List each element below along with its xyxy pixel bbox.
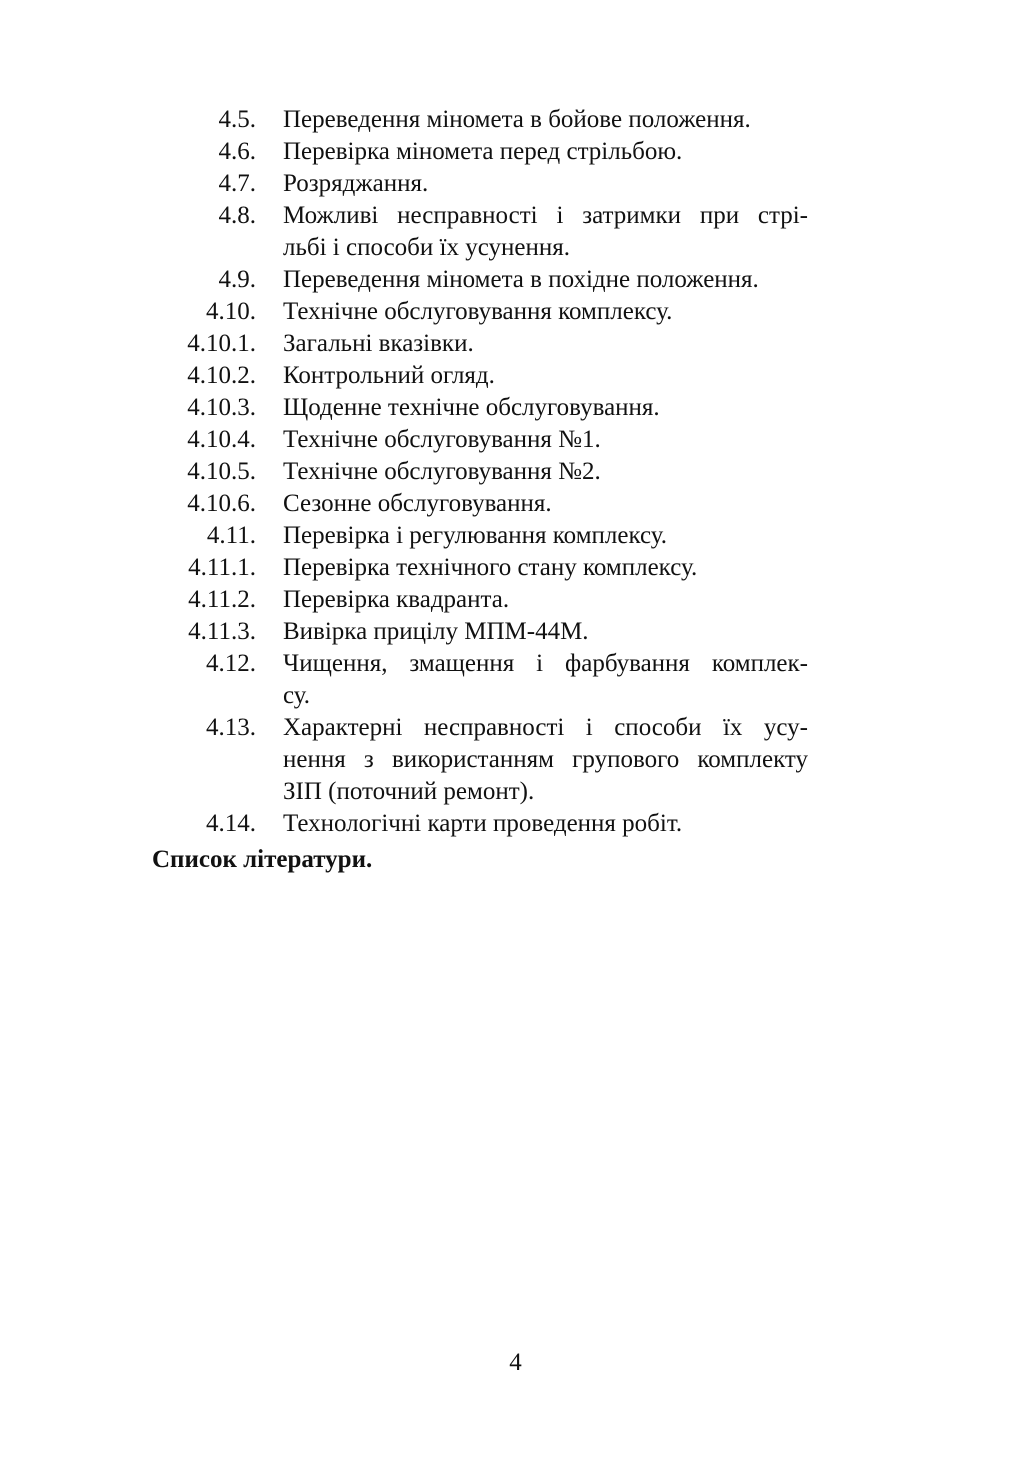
toc-entry-title-line: Контрольний огляд.: [283, 362, 495, 389]
toc-entry: [0, 168, 1031, 200]
toc-entry-title: [283, 584, 808, 616]
toc-entry-number: 4.6.: [218, 138, 256, 165]
toc-entry-title: [283, 328, 808, 360]
toc-entry: [0, 488, 1031, 520]
toc-entry-number: 4.11.2.: [188, 586, 256, 613]
toc-entry: [0, 456, 1031, 488]
toc-entry-number: 4.10.: [206, 298, 256, 325]
toc-entry: [0, 648, 1031, 712]
toc-entry-title-line: Технічне обслуговування №1.: [283, 426, 601, 453]
toc-entry-title-line: Перевірка технічного стану комплексу.: [283, 554, 698, 581]
toc-entry-title: [283, 168, 808, 200]
toc-entry-title-line: су.: [283, 682, 311, 709]
toc-entry-title-line: Можливі несправності і затримки при стрі-: [283, 202, 808, 229]
toc-entry-title-line: Чищення, змащення і фарбування комплек-: [283, 650, 808, 677]
toc-entry-number: 4.10.1.: [187, 330, 256, 357]
toc-entry-title-line: Загальні вказівки.: [283, 330, 474, 357]
toc-entry-title-line: Технічне обслуговування №2.: [283, 458, 601, 485]
toc-entry-title: [283, 616, 808, 648]
toc-entry-title-line: нення з використанням групового комплекту: [283, 746, 808, 773]
toc-entry-title: [283, 392, 808, 424]
toc-entry-title-line: Переведення міномета в бойове положення.: [283, 106, 751, 133]
bibliography-heading: Список літератури.: [152, 846, 373, 873]
toc-entry-title-line: Розряджання.: [283, 170, 429, 197]
page-number: 4: [509, 1349, 522, 1376]
toc-entry: [0, 296, 1031, 328]
toc-entry: [0, 616, 1031, 648]
toc-entry: [0, 136, 1031, 168]
toc-entry-title: [283, 552, 808, 584]
toc-entry-title-line: Перевірка міномета перед стрільбою.: [283, 138, 683, 165]
toc-entry-number: 4.10.5.: [187, 458, 256, 485]
toc-entry-title: [283, 712, 808, 808]
toc-entry-title: [283, 648, 808, 712]
toc-entry: [0, 392, 1031, 424]
toc-entry-number: 4.12.: [206, 650, 256, 677]
toc-entry-title-line: ЗІП (поточний ремонт).: [283, 778, 535, 805]
toc-entry-title: [283, 360, 808, 392]
toc-entry-title: [283, 264, 808, 296]
toc-entry: [0, 360, 1031, 392]
toc-entry-number: 4.10.6.: [187, 490, 256, 517]
toc-entry: [0, 520, 1031, 552]
toc-entry-title-line: Технічне обслуговування комплексу.: [283, 298, 673, 325]
toc-entry-number: 4.5.: [218, 106, 256, 133]
toc-entry-title-line: Характерні несправності і способи їх усу-: [283, 714, 808, 741]
toc-entry: [0, 264, 1031, 296]
toc-entry-title: [283, 136, 808, 168]
toc-entry-title-line: Вивірка прицілу МПМ-44М.: [283, 618, 589, 645]
toc-entry-title-line: Щоденне технічне обслуговування.: [283, 394, 660, 421]
toc-entry-title-line: Переведення міномета в похідне положення.: [283, 266, 759, 293]
toc-entry: [0, 584, 1031, 616]
toc-entry-number: 4.10.2.: [187, 362, 256, 389]
toc-entry-number: 4.11.1.: [188, 554, 256, 581]
toc-entry-title: [283, 200, 808, 264]
toc-entry-title-line: Перевірка і регулювання комплексу.: [283, 522, 667, 549]
toc-entry-number: 4.11.3.: [188, 618, 256, 645]
toc-entry: [0, 424, 1031, 456]
toc-entry: [0, 328, 1031, 360]
toc-entry-number: 4.8.: [218, 202, 256, 229]
toc-entry-title: [283, 424, 808, 456]
toc-entry-title-line: Технологічні карти проведення робіт.: [283, 810, 683, 837]
toc-entry: [0, 104, 1031, 136]
toc-entry-title: [283, 456, 808, 488]
toc-entry-title-line: Сезонне обслуговування.: [283, 490, 552, 517]
toc-entry: [0, 200, 1031, 264]
toc-entry: [0, 808, 1031, 840]
toc-entry-number: 4.9.: [218, 266, 256, 293]
toc-entry-title: [283, 104, 808, 136]
toc-entry-number: 4.10.4.: [187, 426, 256, 453]
toc-entry-number: 4.10.3.: [187, 394, 256, 421]
toc-entry-title: [283, 520, 808, 552]
toc-entry: [0, 712, 1031, 808]
toc-entry: [0, 552, 1031, 584]
toc-entry-number: 4.14.: [206, 810, 256, 837]
toc-entry-title: [283, 296, 808, 328]
table-of-contents: [0, 104, 1031, 840]
toc-entry-title: [283, 488, 808, 520]
toc-entry-title-line: Перевірка квадранта.: [283, 586, 510, 613]
toc-entry-title-line: льбі і способи їх усунення.: [283, 234, 570, 261]
toc-entry-number: 4.7.: [218, 170, 256, 197]
toc-entry-number: 4.13.: [206, 714, 256, 741]
toc-entry-title: [283, 808, 808, 840]
toc-entry-number: 4.11.: [206, 522, 256, 549]
